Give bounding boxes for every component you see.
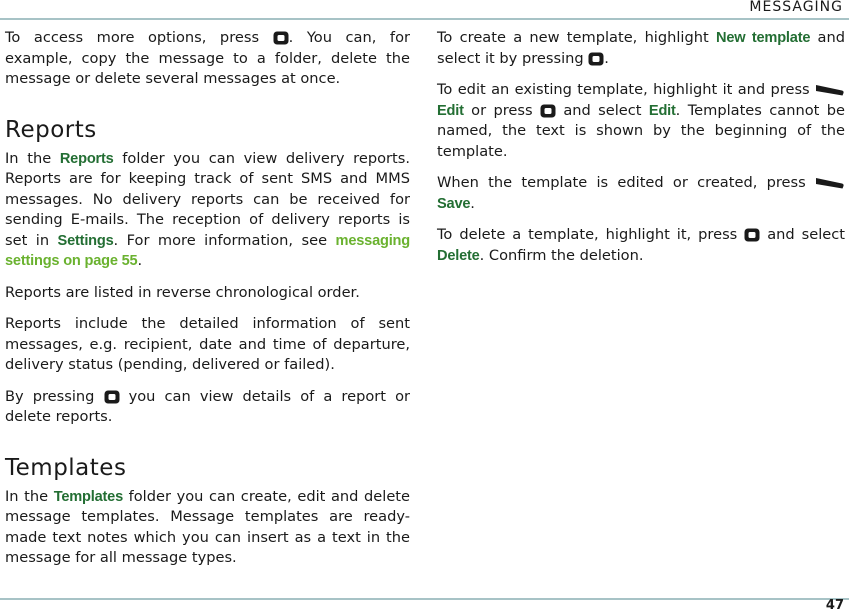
create-template-paragraph: To create a new template, highlight New template and select it by pressing . (437, 29, 845, 67)
soft-key-icon (815, 83, 845, 97)
section-title: MESSAGING (749, 0, 843, 15)
templates-paragraph: In the Templates folder you can create, edit and delete message templates. Message templates are ready-made text notes which you can insert as a text in the message for all message types. (5, 487, 411, 566)
page-number: 47 (825, 598, 844, 613)
select-key-icon (744, 228, 760, 242)
reports-details-paragraph: Reports include the detailed information of sent messages, e.g. recipient, date and time of departure, delivery status (pending, delivered or failed). (5, 315, 410, 373)
reports-order-paragraph: Reports are listed in reverse chronological order. (5, 283, 360, 301)
select-key-icon (540, 104, 556, 118)
reports-heading: Reports (5, 116, 97, 143)
select-key-icon (104, 390, 120, 404)
settings-keyword: Settings (57, 232, 114, 249)
templates-heading: Templates (5, 454, 127, 481)
soft-key-icon (815, 176, 845, 190)
templates-keyword: Templates (53, 488, 124, 505)
edit-keyword: Edit (648, 102, 676, 119)
edit-template-paragraph: To edit an existing template, highlight it and press Edit or press and select Edit. Templates cannot be named, the text is shown by the beginning of the template. (437, 81, 845, 160)
reports-press-paragraph: By pressing you can view details of a report or delete reports. (5, 387, 410, 425)
left-column (5, 28, 410, 580)
delete-template-paragraph: To delete a template, highlight it, press and select Delete. Confirm the deletion. (437, 226, 845, 264)
save-keyword: Save (437, 195, 471, 212)
select-key-icon (588, 52, 604, 66)
reports-keyword: Reports (59, 150, 114, 167)
bottom-rule (0, 598, 849, 600)
edit-keyword: Edit (437, 102, 464, 119)
save-template-paragraph: When the template is edited or created, press Save. (437, 173, 845, 214)
reports-paragraph: In the Reports folder you can view delivery reports. Reports are for keeping track of sent SMS and MMS messages. No delivery reports can be received for sending E-mails. The reception of delivery reports is set in Settings. For more information, see messaging settings on page 55. (5, 149, 410, 269)
delete-keyword: Delete (437, 247, 480, 264)
top-rule (0, 18, 849, 20)
new-template-keyword: New template (715, 30, 811, 46)
options-paragraph: To access more options, press . You can, for example, copy the message to a folder, delete the message or delete several messages at once. (5, 29, 410, 87)
messaging-settings-link[interactable]: messaging settings on page 55 (5, 232, 410, 269)
right-column (437, 28, 845, 277)
select-key-icon (273, 31, 289, 45)
